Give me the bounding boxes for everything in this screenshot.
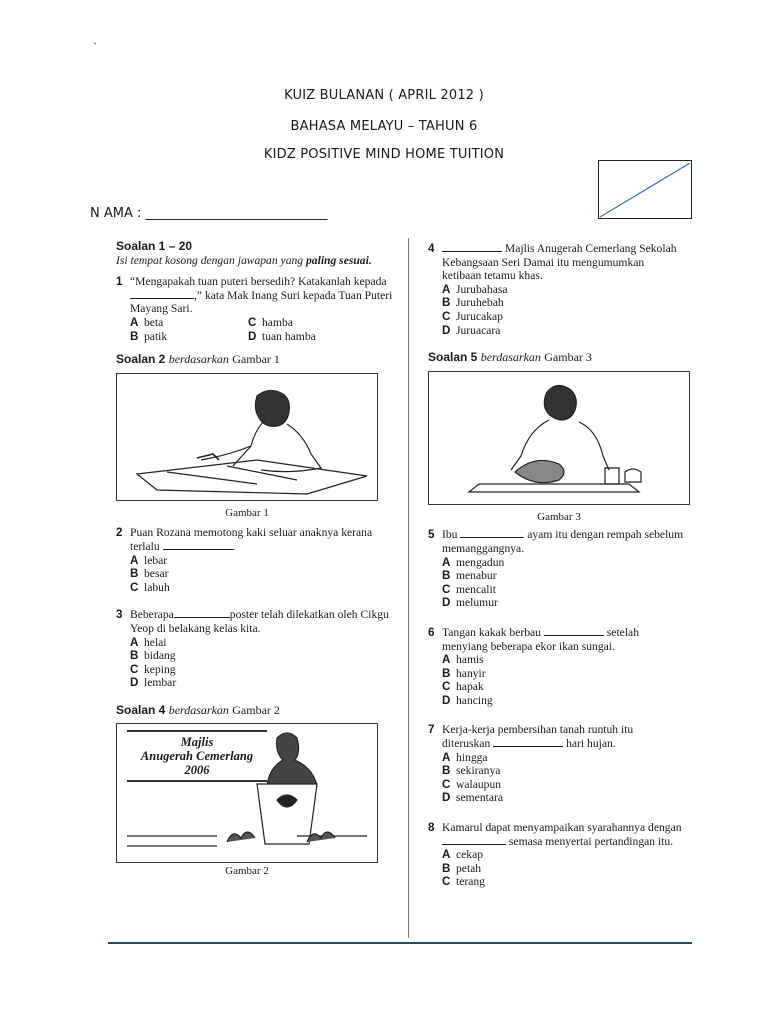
option-c[interactable]: C mencalit xyxy=(442,582,496,596)
option-b[interactable]: B hanyir xyxy=(442,666,486,680)
question-text: Ibu xyxy=(442,528,458,542)
option-b[interactable]: B patik xyxy=(130,329,168,343)
option-b[interactable]: B menabur xyxy=(442,569,497,583)
question-6 xyxy=(428,626,684,653)
score-box xyxy=(598,160,692,219)
question-text: Beberapa xyxy=(130,608,174,622)
answer-blank xyxy=(130,289,194,299)
question-4 xyxy=(428,242,684,283)
score-box-diagonal xyxy=(599,161,691,218)
option-a[interactable]: A Jurubahasa xyxy=(442,282,508,296)
option-a[interactable]: A hingga xyxy=(442,750,488,764)
footer-rule xyxy=(108,942,692,944)
section-heading: Soalan 1 – 20 xyxy=(116,239,193,253)
right-column xyxy=(428,242,684,889)
option-d[interactable]: D tuan hamba xyxy=(248,329,316,343)
option-c[interactable]: C Jurucakap xyxy=(442,309,503,323)
answer-blank xyxy=(544,626,604,636)
question-8 xyxy=(428,821,684,848)
figure-3-cooking-image xyxy=(428,371,690,505)
option-a[interactable]: A lebar xyxy=(130,553,168,567)
section-instruction xyxy=(116,254,394,268)
speaker-at-podium-illustration xyxy=(117,724,377,862)
instruction-text: Isi tempat kosong dengan jawapan yang xyxy=(116,253,304,267)
question-text: ,” kata Mak Inang Suri kepada Tuan Puteri Mayang Sari. xyxy=(130,288,393,316)
option-c[interactable]: C terang xyxy=(442,875,485,889)
question-number: 1 xyxy=(116,275,123,289)
question-text: Puan Rozana memotong kaki seluar anaknya kerana terlalu xyxy=(130,526,373,553)
answer-blank xyxy=(442,242,502,252)
option-a[interactable]: A hamis xyxy=(442,653,484,667)
question-number: 3 xyxy=(116,608,123,622)
option-a[interactable]: A mengadun xyxy=(442,555,505,569)
option-b[interactable]: B bidang xyxy=(130,649,176,663)
option-c[interactable]: C keping xyxy=(130,662,176,676)
option-d[interactable]: D lembar xyxy=(130,676,177,690)
option-c[interactable]: C hamba xyxy=(248,315,293,329)
question-7 xyxy=(428,723,684,750)
option-a[interactable]: A cekap xyxy=(442,848,484,862)
question-text: ayam itu dengan rempah sebelum memanggangnya. xyxy=(442,528,684,555)
question-text: setelah menyiang beberapa ekor ikan sungai. xyxy=(442,625,639,653)
question-number: 2 xyxy=(116,526,123,540)
question-text: hari hujan. xyxy=(566,737,616,751)
question-text: semasa menyertai pertandingan itu. xyxy=(508,834,674,848)
option-a[interactable]: A beta xyxy=(130,315,164,329)
stray-mark: ` xyxy=(93,40,97,54)
question-number: 5 xyxy=(428,528,435,542)
answer-blank xyxy=(163,540,233,550)
exam-sheet xyxy=(108,232,690,942)
option-c[interactable]: C walaupun xyxy=(442,777,502,791)
option-b[interactable]: B besar xyxy=(130,567,169,581)
answer-blank xyxy=(493,737,563,747)
option-b[interactable]: B sekiranya xyxy=(442,764,501,778)
question-text: Kerja-kerja pembersihan tanah runtuh itu diteruskan xyxy=(442,723,634,751)
option-b[interactable]: B petah xyxy=(442,861,482,875)
option-a[interactable]: A helai xyxy=(130,635,167,649)
question-5 xyxy=(428,528,684,555)
option-d[interactable]: D hancing xyxy=(442,693,493,707)
option-c[interactable]: C hapak xyxy=(442,680,484,694)
subject-line: BAHASA MELAYU – TAHUN 6 xyxy=(290,119,478,134)
question-2: 2 Puan Rozana memotong kaki seluar anaknya kerana terlalu . xyxy=(116,526,373,553)
figure-2-caption: Gambar 2 xyxy=(225,865,269,878)
question-text: poster telah dilekatkan oleh Cikgu Yeop di belakang kelas kita. xyxy=(130,608,389,635)
figure-1-sewing-image xyxy=(116,373,378,501)
question-3 xyxy=(116,608,394,635)
woman-seasoning-chicken-illustration xyxy=(429,372,689,504)
tuition-center-name: KIDZ POSITIVE MIND HOME TUITION xyxy=(263,147,505,162)
question-1 xyxy=(116,275,394,316)
figure-1-heading: Soalan 2 berdasarkan Gambar 1 xyxy=(116,352,280,367)
figure-2-ceremony-image xyxy=(116,723,378,863)
figure-3-caption: Gambar 3 xyxy=(537,510,581,523)
answer-blank xyxy=(442,835,506,845)
question-text: Majlis Anugerah Cemerlang Sekolah Kebangsaan Seri Damai itu mengumumkan ketibaan tetamu khas. xyxy=(442,242,677,283)
answer-blank xyxy=(174,608,230,618)
name-field[interactable]: N AMA : ____________________________ xyxy=(90,206,328,221)
option-d[interactable]: D Juruacara xyxy=(442,323,501,337)
left-column xyxy=(116,240,394,879)
woman-cutting-cloth-illustration xyxy=(117,374,377,500)
option-d[interactable]: D melumur xyxy=(442,596,498,610)
question-number: 4 xyxy=(428,242,435,255)
question-number: 6 xyxy=(428,625,435,639)
figure-3-heading: Soalan 5 berdasarkan Gambar 3 xyxy=(428,350,592,365)
question-1-options xyxy=(116,316,394,343)
quiz-title: KUIZ BULANAN ( APRIL 2012 ) xyxy=(284,88,484,103)
option-d[interactable]: D sementara xyxy=(442,791,503,805)
option-b[interactable]: B Juruhebah xyxy=(442,296,504,310)
question-number: 7 xyxy=(428,723,435,737)
answer-blank xyxy=(460,528,524,538)
question-number: 8 xyxy=(428,821,435,835)
figure-1-caption: Gambar 1 xyxy=(225,506,269,519)
option-c[interactable]: C labuh xyxy=(130,580,170,594)
ceremony-banner: Majlis Anugerah Cemerlang 2006 xyxy=(127,730,267,782)
figure-2-heading: Soalan 4 berdasarkan Gambar 2 xyxy=(116,702,280,717)
question-text: “Mengapakah tuan puteri bersedih? Katakanlah kepada xyxy=(130,275,387,289)
question-text: Kamarul dapat menyampaikan syarahannya dengan xyxy=(442,821,682,835)
instruction-bold: paling sesuai. xyxy=(306,253,372,267)
question-text: Tangan kakak berbau xyxy=(442,625,541,639)
